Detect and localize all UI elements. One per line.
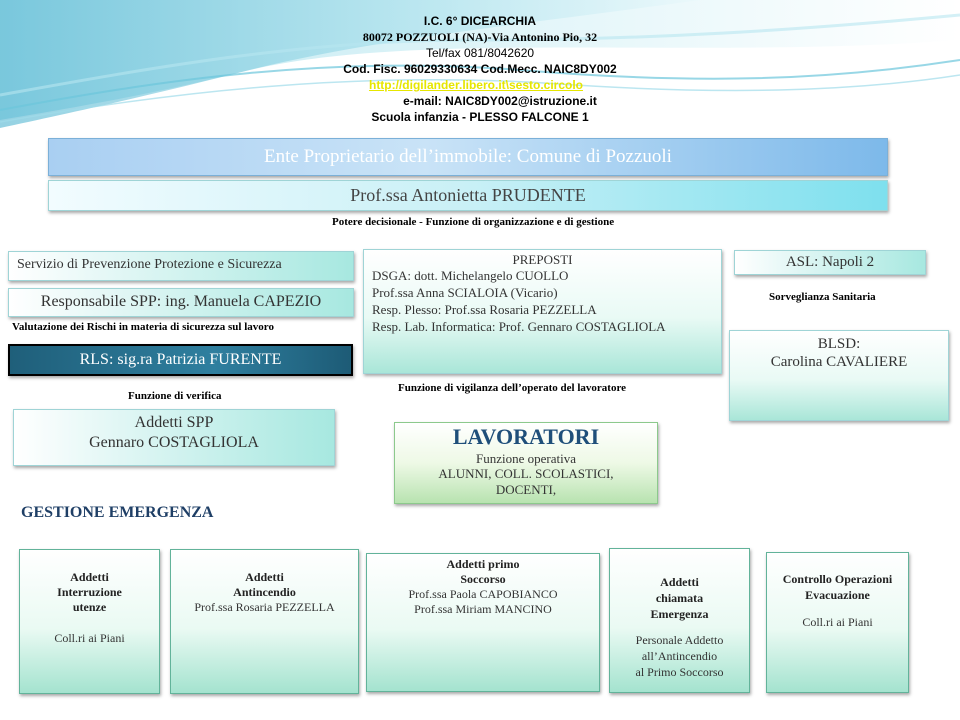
card-title-line: Addetti primo — [446, 557, 520, 571]
head-caption: Potere decisionale - Funzione di organizzazione e di gestione — [332, 216, 615, 228]
card-title-line: Emergenza — [650, 607, 709, 621]
card-body-line: Prof.ssa Miriam MANCINO — [414, 602, 552, 616]
card-title-line: chiamata — [655, 591, 704, 605]
card-title-line: Evacuazione — [805, 588, 870, 602]
card-body-line: Prof.ssa Paola CAPOBIANCO — [408, 587, 558, 601]
emergency-card-evacuation — [766, 552, 909, 693]
addetti-spp-title: Addetti SPP — [134, 414, 214, 431]
emergency-card-interruption — [19, 549, 160, 694]
card-body-line: Personale Addetto — [635, 633, 724, 647]
blsd-title: BLSD: — [817, 336, 861, 352]
school-phone: Tel/fax 081/8042620 — [425, 46, 535, 60]
card-title-line: Soccorso — [460, 572, 506, 586]
school-email: e-mail: NAIC8DY002@istruzione.it — [403, 94, 597, 108]
card-title-line: Interruzione — [57, 585, 122, 599]
school-website-link[interactable]: http://digilander.libero.it\sesto.circolo — [368, 78, 584, 92]
card-body-line: Prof.ssa Rosaria PEZZELLA — [194, 600, 335, 614]
asl-caption: Sorveglianza Sanitaria — [769, 291, 876, 303]
workers-title: LAVORATORI — [452, 424, 600, 449]
emergency-title: GESTIONE EMERGENZA — [21, 504, 214, 521]
preposti-line: Prof.ssa Anna SCIALOIA (Vicario) — [372, 285, 558, 300]
card-title-line: Addetti — [245, 570, 284, 584]
workers-subtitle: Funzione operativa — [476, 451, 576, 466]
school-name: I.C. 6° DICEARCHIA — [423, 14, 537, 28]
card-title-line: utenze — [72, 600, 107, 614]
workers-line: ALUNNI, COLL. SCOLASTICI, — [438, 466, 614, 481]
spp-manager-box: Responsabile SPP: ing. Manuela CAPEZIO — [8, 288, 354, 317]
owner-box: Ente Proprietario dell’immobile: Comune di Pozzuoli — [48, 138, 888, 176]
card-title-line: Antincendio — [233, 585, 296, 599]
preposti-line: Resp. Lab. Informatica: Prof. Gennaro COSTAGLIOLA — [372, 319, 666, 334]
card-body-line: al Primo Soccorso — [635, 665, 724, 679]
preposti-line: Resp. Plesso: Prof.ssa Rosaria PEZZELLA — [372, 302, 597, 317]
spp-service-box: Servizio di Prevenzione Protezione e Sicurezza — [8, 251, 354, 281]
card-title-line: Controllo Operazioni — [782, 572, 893, 586]
emergency-card-call — [609, 548, 750, 693]
card-body-line: all’Antincendio — [641, 649, 718, 663]
verify-caption: Funzione di verifica — [128, 390, 222, 402]
card-title-line: Addetti — [70, 570, 109, 584]
workers-box — [394, 422, 658, 504]
asl-box: ASL: Napoli 2 — [734, 250, 926, 275]
head-box: Prof.ssa Antonietta PRUDENTE — [48, 180, 888, 211]
blsd-box — [729, 330, 949, 421]
school-address: 80072 POZZUOLI (NA)-Via Antonino Pio, 32 — [362, 30, 598, 44]
card-body-line: Coll.ri ai Piani — [802, 615, 873, 629]
school-plesso: Scuola infanzia - PLESSO FALCONE 1 — [371, 110, 589, 124]
rls-box: RLS: sig.ra Patrizia FURENTE — [8, 344, 353, 376]
vigilance-caption: Funzione di vigilanza dell’operato del lavoratore — [398, 382, 627, 394]
addetti-spp-box — [13, 409, 335, 466]
risk-caption: Valutazione dei Rischi in materia di sicurezza sul lavoro — [12, 321, 274, 333]
emergency-card-fire — [170, 549, 359, 694]
preposti-box — [363, 249, 722, 374]
preposti-line: DSGA: dott. Michelangelo CUOLLO — [372, 268, 569, 283]
school-codes: Cod. Fisc. 96029330634 Cod.Mecc. NAIC8DY002 — [343, 62, 617, 76]
preposti-title: PREPOSTI — [512, 252, 573, 267]
emergency-card-first-aid — [366, 553, 600, 692]
card-body-line: Coll.ri ai Piani — [54, 631, 125, 645]
workers-line: DOCENTI, — [495, 482, 557, 497]
blsd-name: Carolina CAVALIERE — [770, 354, 908, 370]
card-title-line: Addetti — [660, 575, 699, 589]
addetti-spp-name: Gennaro COSTAGLIOLA — [89, 434, 259, 451]
